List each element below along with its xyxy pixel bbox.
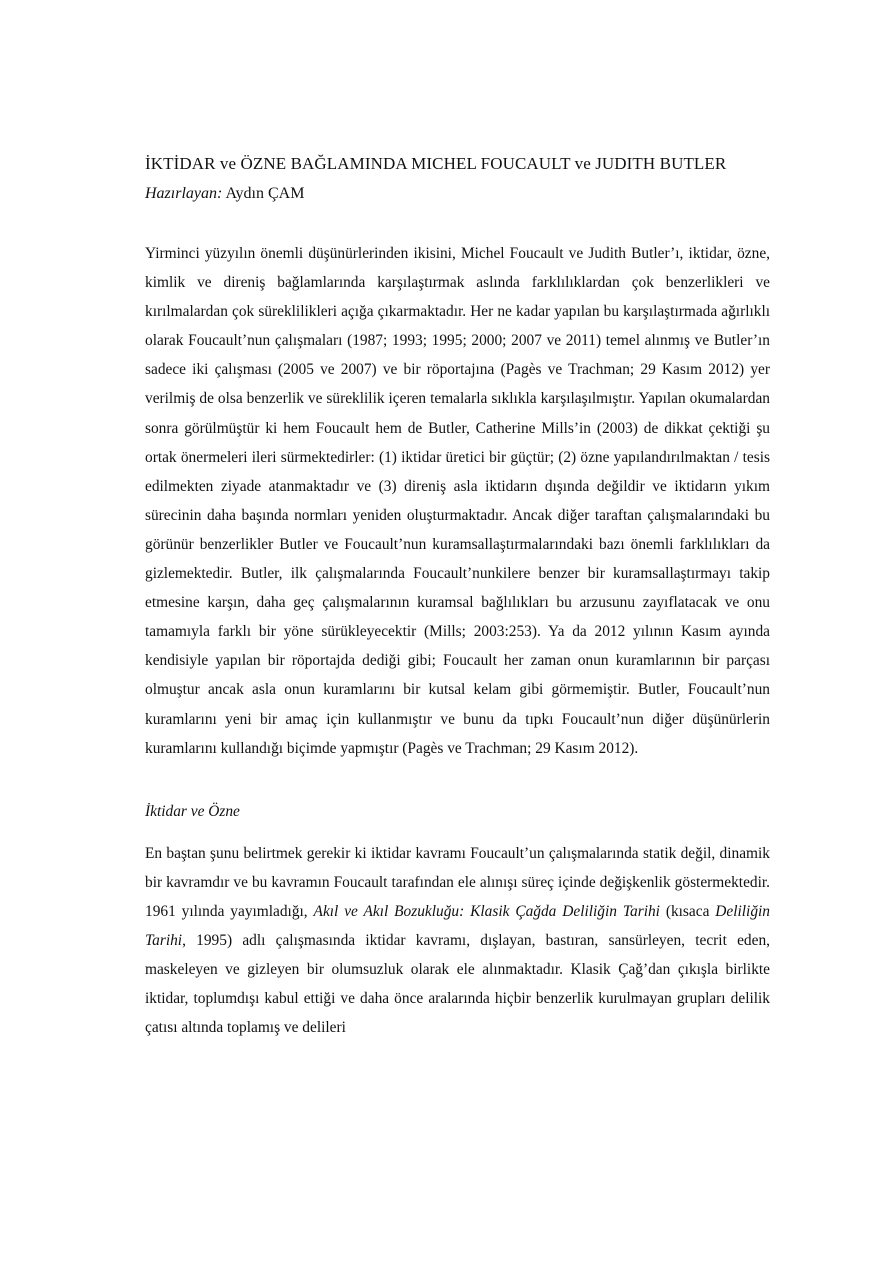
section-paragraph-text-2: (kısaca	[659, 902, 716, 920]
section-paragraph-text-1: En baştan şunu belirtmek gerekir ki iktidar kavramı Foucault’un çalışmalarında statik değil, dinamik bir kavramdır ve bu kavramın Foucault tarafından ele alınışı süreç içinde değişkenlik göstermektedir. 1961 yılında yayımladığı,	[145, 844, 770, 920]
section-heading: İktidar ve Özne	[145, 802, 240, 820]
author-role-label: Hazırlayan:	[145, 185, 223, 202]
section-paragraph-text-3: , 1995) adlı çalışmasında iktidar kavramı, dışlayan, bastıran, sansürleyen, tecrit eden, maskeleyen ve gizleyen bir olumsuzluk olarak ele alınmaktadır. Klasik Çağ’dan çıkışla birlikte iktidar, toplumdışı kabul ettiği ve daha önce aralarında hiçbir benzerlik kurulmayan grupları delilik çatısı altında toplamış ve delileri	[145, 931, 770, 1037]
book-title-italic: Akıl ve Akıl Bozukluğu: Klasik Çağda Deliliğin Tarihi	[313, 902, 660, 920]
introduction-paragraph: Yirminci yüzyılın önemli düşünürlerinden ikisini, Michel Foucault ve Judith Butler’ı, iktidar, özne, kimlik ve direniş bağlamlarında karşılaştırmak aslında farklılıklardan çok benzerlikleri ve kırılmalardan çok süreklilikleri açığa çıkarmaktadır. Her ne kadar yapılan bu karşılaştırmada ağırlıklı olarak Foucault’nun çalışmaları (1987; 1993; 1995; 2000; 2007 ve 2011) temel alınmış ve Butler’ın sadece iki çalışması (2005 ve 2007) ve bir röportajına (Pagès ve Trachman; 29 Kasım 2012) yer verilmiş de olsa benzerlik ve süreklilik içeren temalarla sıklıkla karşılaşılmıştır. Yapılan okumalardan sonra görülmüştür ki hem Foucault hem de Butler, Catherine Mills’in (2003) de dikkat çektiği şu ortak önermeleri ileri sürmektedirler: (1) iktidar üretici bir güçtür; (2) özne yapılandırılmaktan / tesis edilmekten ziyade atanmaktadır ve (3) direniş asla iktidarın dışında değildir ve iktidarın yıkım sürecinin daha başında normları yeniden oluşturmaktadır. Ancak diğer taraftan çalışmalarındaki bu görünür benzerlikler Butler ve Foucault’nun kuramsallaştırmalarındaki bazı önemli farklılıkları da gizlemektedir. Butler, ilk çalışmalarında Foucault’nunkilere benzer bir kuramsallaştırmayı takip etmesine karşın, daha geç çalışmalarının kuramsal bağlılıkları bu arzusunu zayıflatacak ve onu tamamıyla farklı bir yöne sürükleyecektir (Mills; 2003:253). Ya da 2012 yılının Kasım ayında kendisiyle yapılan bir röportajda dediği gibi; Foucault her zaman onun kuramlarının bir parçası olmuştur ancak asla onun kuramlarını bir kutsal kelam gibi görmemiştir. Butler, Foucault’nun kuramlarını yeni bir amaç için kullanmıştır ve bunu da tıpkı Foucault’nun diğer düşünürlerin kuramlarını kullandığı biçimde yapmıştır (Pagès ve Trachman; 29 Kasım 2012).	[145, 245, 770, 757]
document-page	[145, 150, 770, 1039]
document-title: İKTİDAR ve ÖZNE BAĞLAMINDA MICHEL FOUCAULT ve JUDITH BUTLER	[145, 154, 727, 173]
section-paragraph	[145, 839, 770, 1039]
author-name: Aydın ÇAM	[222, 185, 305, 202]
author-line	[145, 182, 770, 206]
short-title-italic: Deliliğin Tarihi	[145, 902, 770, 949]
